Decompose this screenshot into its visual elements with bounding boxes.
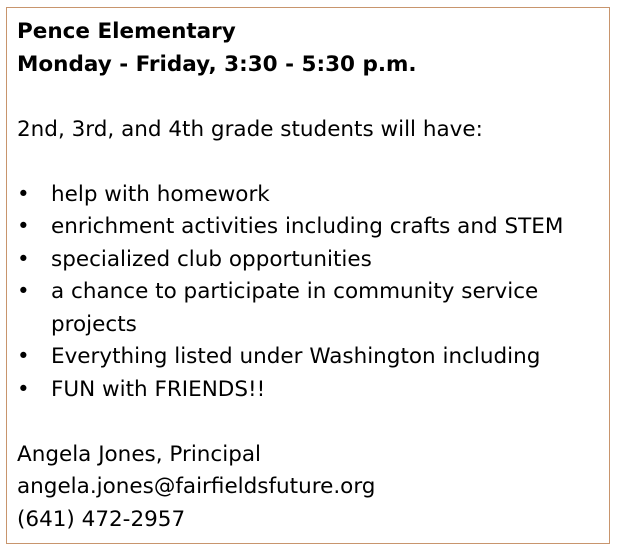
- spacer: [17, 146, 599, 179]
- contact-name: Angela Jones, Principal: [17, 441, 262, 467]
- bullet-icon: •: [17, 214, 30, 239]
- bullet-icon: •: [17, 376, 30, 402]
- schedule: Monday - Friday, 3:30 - 5:30 p.m.: [17, 51, 417, 77]
- spacer: [17, 406, 599, 439]
- spacer: [17, 81, 599, 114]
- list-item: [17, 179, 599, 212]
- benefits-list: [17, 179, 599, 407]
- bullet-icon: •: [17, 181, 30, 207]
- contact-phone: (641) 472-2957: [17, 506, 186, 532]
- intro-text: 2nd, 3rd, and 4th grade students will have:: [17, 116, 483, 142]
- bullet-icon: •: [17, 246, 30, 272]
- list-item: [17, 211, 599, 244]
- list-item: [17, 244, 599, 277]
- list-item: [17, 341, 599, 374]
- list-item-text: enrichment activities including crafts and STEM: [51, 214, 564, 239]
- bullet-icon: •: [17, 279, 30, 304]
- bullet-icon: •: [17, 344, 30, 369]
- list-item: [17, 374, 599, 407]
- list-item: [17, 276, 599, 341]
- list-item-text: FUN with FRIENDS!!: [51, 376, 266, 402]
- contact-email[interactable]: angela.jones@fairfieldsfuture.org: [17, 474, 376, 499]
- list-item-text: a chance to participate in community service projects: [51, 279, 539, 337]
- list-item-text: specialized club opportunities: [51, 246, 372, 272]
- flyer-box: [6, 7, 610, 544]
- list-item-text: help with homework: [51, 181, 270, 207]
- school-name: Pence Elementary: [17, 19, 236, 44]
- list-item-text: Everything listed under Washington including: [51, 344, 541, 369]
